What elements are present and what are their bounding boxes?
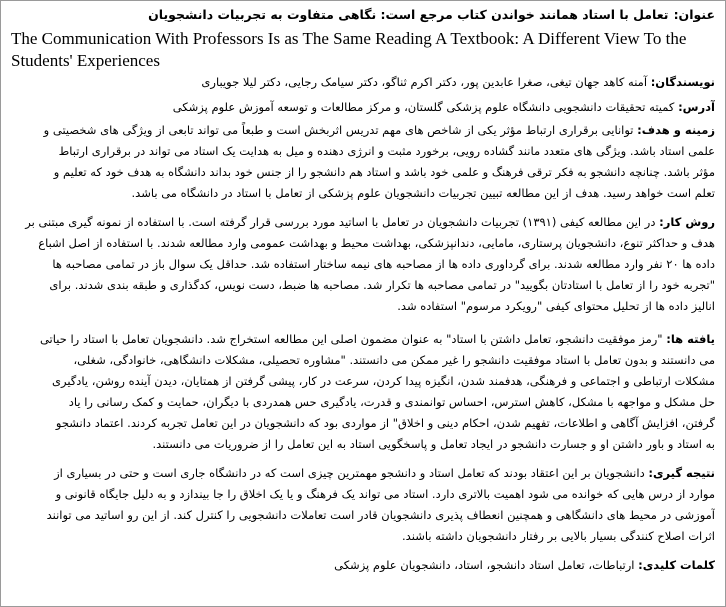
title-en-line-1-text: The Communication With Professors Is as The Same Reading A Textbook: A Different View To the xyxy=(11,29,687,48)
findings-line-4 xyxy=(11,392,715,413)
title-en-line-2-text: Students' Experiences xyxy=(11,51,160,70)
address-label: آدرس: xyxy=(678,100,715,114)
findings-line-6 xyxy=(11,434,715,455)
conclusion-line-3 xyxy=(11,505,715,526)
method-label: روش کار: xyxy=(659,215,715,229)
findings-text-1: "رمز موفقیت دانشجو، تعامل داشتن با استاد" به عنوان مضمون اصلی این مطالعه استخراج شد. دانشجویان تعامل با استاد را حیاتی xyxy=(39,332,663,346)
method-text-3: داده ها ۲۰ نفر وارد مطالعه شدند. برای گرداوری داده ها از مصاحبه های نیمه ساختار استفاده شد. حداقل یک سوال باز در تمامی مصاحبه ها xyxy=(52,257,715,271)
conclusion-line-4 xyxy=(11,526,715,547)
findings-line-3 xyxy=(11,371,715,392)
title-fa-text: تعامل با استاد همانند خواندن کتاب مرجع است: نگاهی متفاوت به تجربیات دانشجویان xyxy=(148,7,669,22)
method-text-5: انالیز داده ها از تحلیل محتوای کیفی "رویکرد مرسوم" استفاده شد. xyxy=(397,299,715,313)
method-line-5 xyxy=(11,296,715,317)
findings-line-1 xyxy=(11,329,715,350)
method-line-4 xyxy=(11,275,715,296)
background-text-3: مؤثر باشد. چنانچه دانشجو به فکر ترقی فرهنگ و علمی خود باشد و استاد هم دانشجو را از جنس خود بداند دانشگاه به هدف خود که تعلیم و xyxy=(53,165,715,179)
background-text-2: علمی استاد باشد. ویژگی های متعدد مانند گشاده رویی، برخورد مثبت و انرژی دهنده و میل به هدایت یک استاد می تواند در برقراری ارتباط xyxy=(58,144,715,158)
authors-text: آمنه کاهد جهان تیغی، صغرا عابدین پور، دکتر اکرم ثناگو، دکتر سیامک رجایی، دکتر لیلا جویباری xyxy=(201,75,648,89)
conclusion-label: نتیجه گیری: xyxy=(648,466,715,480)
authors-label: نویسندگان: xyxy=(650,75,715,89)
method-line-1 xyxy=(11,212,715,233)
authors xyxy=(11,72,715,93)
findings-text-2: می دانستند و بدون تعامل با استاد موفقیت دانشجو را غیر ممکن می دانستند. "مشاوره تحصیلی، مشکلات دانشگاهی، خانوادگی، شغلی، xyxy=(73,353,715,367)
findings-text-5: گرفتن، افزایش آگاهی و اطلاعات، تفهیم شدن، احکام دینی و اخلاق" از مواردی بود که دانشجویان در این تعامل تجربه کردند. اعتماد دانشجو xyxy=(55,416,715,430)
title-fa-label: عنوان: xyxy=(673,7,715,22)
background-line-3 xyxy=(11,162,715,183)
keywords-label: کلمات کلیدی: xyxy=(638,558,715,572)
background-label: زمینه و هدف: xyxy=(637,123,715,137)
background-line-2 xyxy=(11,141,715,162)
method-text-2: هدف و حداکثر تنوع، دانشجویان پرستاری، مامایی، دندانپزشکی، بهداشت محیط و بهداشت عمومی وارد مطالعه شدند. با استفاده از اصل اشباع xyxy=(38,236,715,250)
findings-line-5 xyxy=(11,413,715,434)
keywords xyxy=(11,555,715,576)
title-fa xyxy=(11,4,715,23)
conclusion-line-1 xyxy=(11,463,715,484)
title-en-line-2 xyxy=(11,50,715,72)
address-text: کمیته تحقیقات دانشجویی دانشگاه علوم پزشکی گلستان، و مرکز مطالعات و توسعه آموزش علوم پزشکی xyxy=(172,100,675,114)
conclusion-line-2 xyxy=(11,484,715,505)
keywords-text: ارتباطات، تعامل استاد دانشجو، استاد، دانشجویان علوم پزشکی xyxy=(334,558,635,572)
findings-text-3: مشکلات ارتباطی و اجتماعی و فرهنگی، هدفمند شدن، انگیزه پیدا کردن، سرعت در کار، پیشی گرفتن از همتایان، دیدن آینده روشن، یادگیری xyxy=(51,374,715,388)
method-text-4: "تجربه خود را از تعامل با استادتان بگویید" در تمامی مصاحبه ها تکرار شد. مصاحبه ها ضبط، دست نویس، کدگذاری و طبقه بندی شدند. برای xyxy=(49,278,715,292)
findings-text-6: به استاد و باور داشتن او و جسارت دانشجو در ایجاد تعامل و پاسخگویی استاد به این تعامل را از ضروریات می دانستند. xyxy=(152,437,715,451)
background-line-1 xyxy=(11,120,715,141)
address xyxy=(11,97,715,118)
findings-label: یافته ها: xyxy=(666,332,715,346)
conclusion-text-1: دانشجویان بر این اعتقاد بودند که تعامل استاد و دانشجو مهمترین چیزی است که در دانشگاه جاری است و حتی در بسیاری از xyxy=(54,466,645,480)
background-line-4 xyxy=(11,183,715,204)
title-en-line-1 xyxy=(11,28,715,50)
method-line-2 xyxy=(11,233,715,254)
conclusion-text-4: اثرات اصلاح کنندگی بسیار بالایی بر رفتار دانشجویان داشته باشند. xyxy=(402,529,715,543)
method-text-1: در این مطالعه کیفی (۱۳۹۱) تجربیات دانشجویان در تعامل با اساتید مورد بررسی قرار گرفته است. با استفاده از نمونه گیری مبتنی بر xyxy=(25,215,656,229)
conclusion-text-2: موارد از درس هایی که خوانده می شود اهمیت بالاتری دارد. استاد می تواند یک فرهنگ و یا یک اخلاق را جا بیندازد و به دلیل جایگاه قانونی و xyxy=(55,487,715,501)
conclusion-text-3: آموزشی در محیط های دانشگاهی و همچنین انعطاف پذیری دانشجویان قادر است تعاملات دانشجویی را کنترل کند. از این رو اساتید می توانند xyxy=(46,508,715,522)
findings-text-4: حل مشکل و مواجهه با مشکل، کاهش استرس، احساس توانمندی و قدرت، یادگیری حس همدردی با دیگران، حمایت و کمک رسانی را یاد xyxy=(68,395,715,409)
background-text-4: تعلم است خواهد رسید. هدف از این مطالعه تبیین تجربیات دانشجویان علوم پزشکی از تعامل با استاد در دانشگاه می باشد. xyxy=(131,186,715,200)
background-text-1: توانایی برقراری ارتباط مؤثر یکی از شاخص های مهم تدریس اثربخش است و طبعاً می تواند تابعی از ویژگی های شخصیتی و xyxy=(43,123,634,137)
method-line-3 xyxy=(11,254,715,275)
findings-line-2 xyxy=(11,350,715,371)
